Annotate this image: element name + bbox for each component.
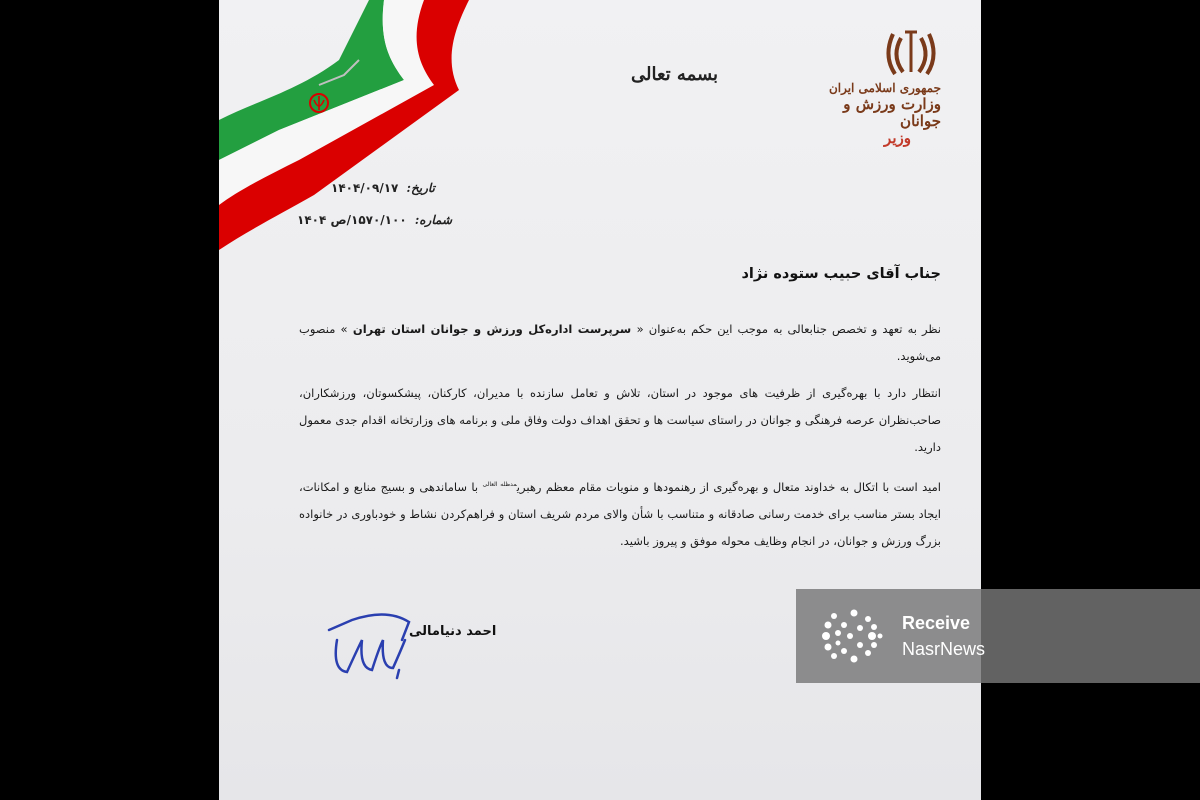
watermark-text <box>902 610 985 662</box>
p3-start: امید است با اتکال به خداوند متعال و بهره‌گیری از رهنمودها و منویات مقام معظم رهبری <box>516 479 941 494</box>
invocation-title: بسمه تعالی <box>631 64 719 85</box>
letter-body <box>299 316 941 565</box>
number-value: ۱۵۷۰/۱۰۰/ص ۱۴۰۴ <box>297 213 407 227</box>
number-label: شماره: <box>414 213 453 227</box>
p1-position-title: سرپرست اداره‌کل ورزش و جوانان استان تهران <box>347 322 637 336</box>
watermark-line2: NasrNews <box>902 639 986 659</box>
paragraph-appointment <box>299 316 941 370</box>
nasrnews-logo-icon <box>814 603 886 669</box>
paragraph-wishes <box>299 471 941 555</box>
watermark-banner <box>796 589 1200 683</box>
org-line-ministry: وزارت ورزش و جوانان <box>843 94 941 131</box>
recipient-name: جناب آقای حبیب ستوده نژاد <box>741 266 941 282</box>
ministry-header <box>801 28 941 148</box>
paragraph-expectations: انتظار دارد با بهره‌گیری از ظرفیت های موجود در استان، تلاش و تعامل سازنده با مدیران، کارکنان، پیشکسوتان، ورزشکاران، صاحب‌نظران عرصه فرهنگی و جوانان در راستای سیاست ها و تحقق اهداف دولت وفاق ملی و برنامه های وزارتخانه اقدام جدی معمول دارید. <box>299 386 941 454</box>
p3-end: با ساماندهی و بسیج منابع و امکانات، ایجاد بستر مناسب برای خدمت رسانی صادقانه و متناسب با شأن والای مردم شریف استان و فراهم‌کردن نشاط و خودباوری در خانواده بزرگ ورزش و جوانان، در انجام وظایف محوله موفق و پیروز باشید. <box>299 479 941 548</box>
org-line-country: جمهوری اسلامی ایران <box>828 81 941 95</box>
date-label: تاریخ: <box>406 181 435 195</box>
signature-mark <box>317 600 427 690</box>
letter-date <box>331 181 435 195</box>
letter-number <box>297 213 452 227</box>
p3-honorific: مدظله العالی <box>482 481 517 488</box>
p1-end: » منصوب می‌شوید. <box>299 322 941 363</box>
date-value: ۱۴۰۴/۰۹/۱۷ <box>331 181 399 195</box>
watermark-line1: Receive <box>902 613 971 633</box>
signer-name: احمد دنیامالی <box>409 624 497 639</box>
iran-emblem-icon <box>881 28 941 78</box>
org-line-minister: وزیر <box>884 129 911 148</box>
p1-start: نظر به تعهد و تخصص جنابعالی به موجب این حکم به‌عنوان « <box>636 322 941 336</box>
